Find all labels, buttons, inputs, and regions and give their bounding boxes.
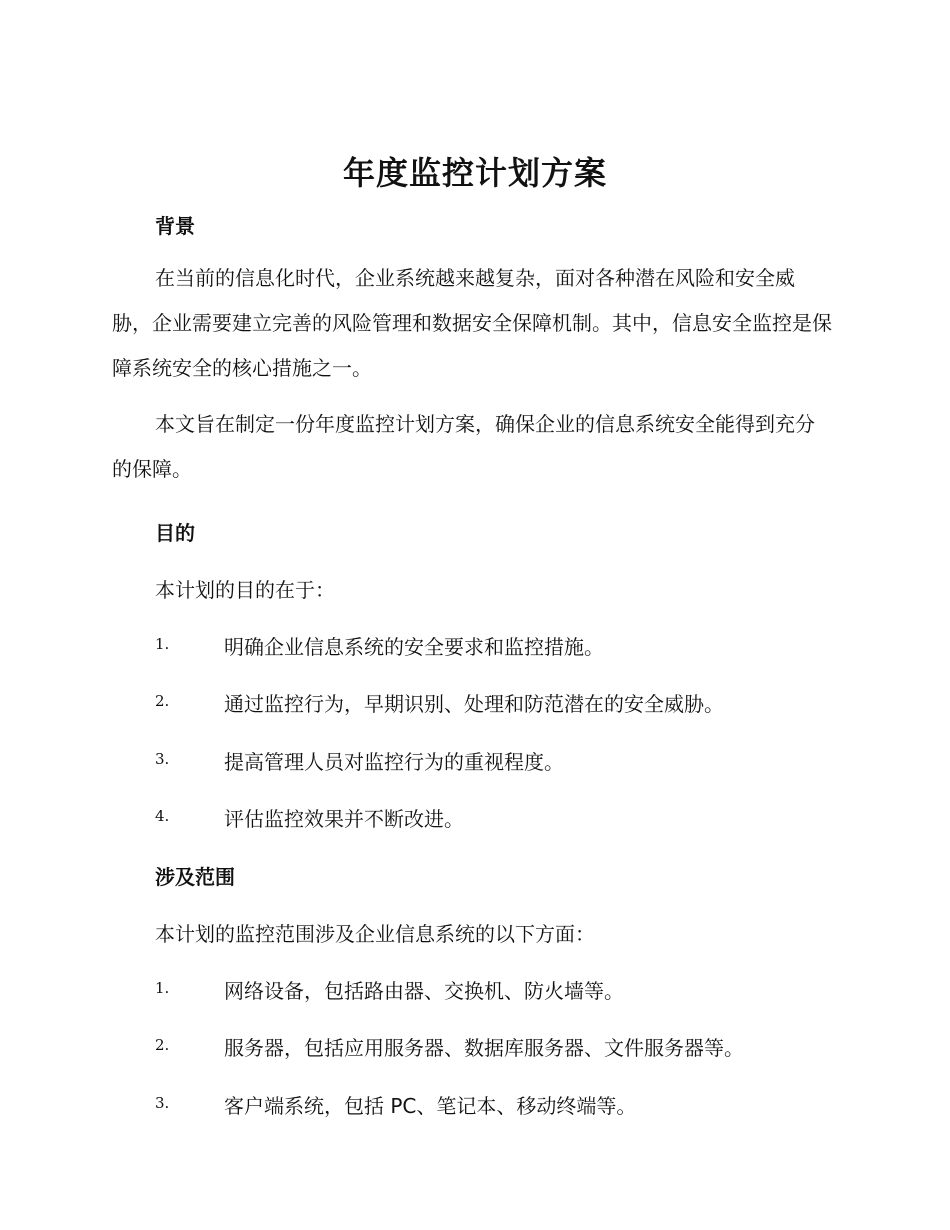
list-item-number: 3.	[155, 750, 170, 768]
list-item-text: 客户端系统，包括 PC、笔记本、移动终端等。	[224, 1094, 637, 1118]
list-item-number: 1.	[155, 979, 170, 997]
section-heading-purpose: 目的	[155, 521, 195, 545]
list-item-number: 2.	[155, 692, 170, 710]
list-item-text: 网络设备，包括路由器、交换机、防火墙等。	[224, 979, 624, 1003]
list-item-text: 服务器，包括应用服务器、数据库服务器、文件服务器等。	[224, 1036, 744, 1060]
scope-intro: 本计划的监控范围涉及企业信息系统的以下方面：	[155, 922, 595, 946]
document-title: 年度监控计划方案	[342, 154, 607, 192]
list-item-text: 提高管理人员对监控行为的重视程度。	[224, 750, 564, 774]
purpose-intro: 本计划的目的在于：	[155, 578, 335, 602]
section-heading-scope: 涉及范围	[155, 865, 235, 889]
background-paragraph-1-text: 在当前的信息化时代，企业系统越来越复杂，面对各种潜在风险和安全威胁，企业需要建立完善的风险管理和数据安全保障机制。其中，信息安全监控是保障系统安全的核心措施之一。	[112, 266, 832, 380]
list-item-number: 2.	[155, 1036, 170, 1054]
section-heading-background: 背景	[155, 214, 195, 238]
background-paragraph-2	[112, 402, 832, 492]
list-item-number: 4.	[155, 807, 170, 825]
list-item-number: 3.	[155, 1094, 170, 1112]
list-item-text: 通过监控行为，早期识别、处理和防范潜在的安全威胁。	[224, 692, 724, 716]
list-item-text: 明确企业信息系统的安全要求和监控措施。	[224, 635, 604, 659]
list-item-text: 评估监控效果并不断改进。	[224, 807, 464, 831]
list-item-number: 1.	[155, 635, 170, 653]
background-paragraph-1	[112, 256, 832, 391]
background-paragraph-2-text: 本文旨在制定一份年度监控计划方案，确保企业的信息系统安全能得到充分的保障。	[112, 412, 815, 481]
